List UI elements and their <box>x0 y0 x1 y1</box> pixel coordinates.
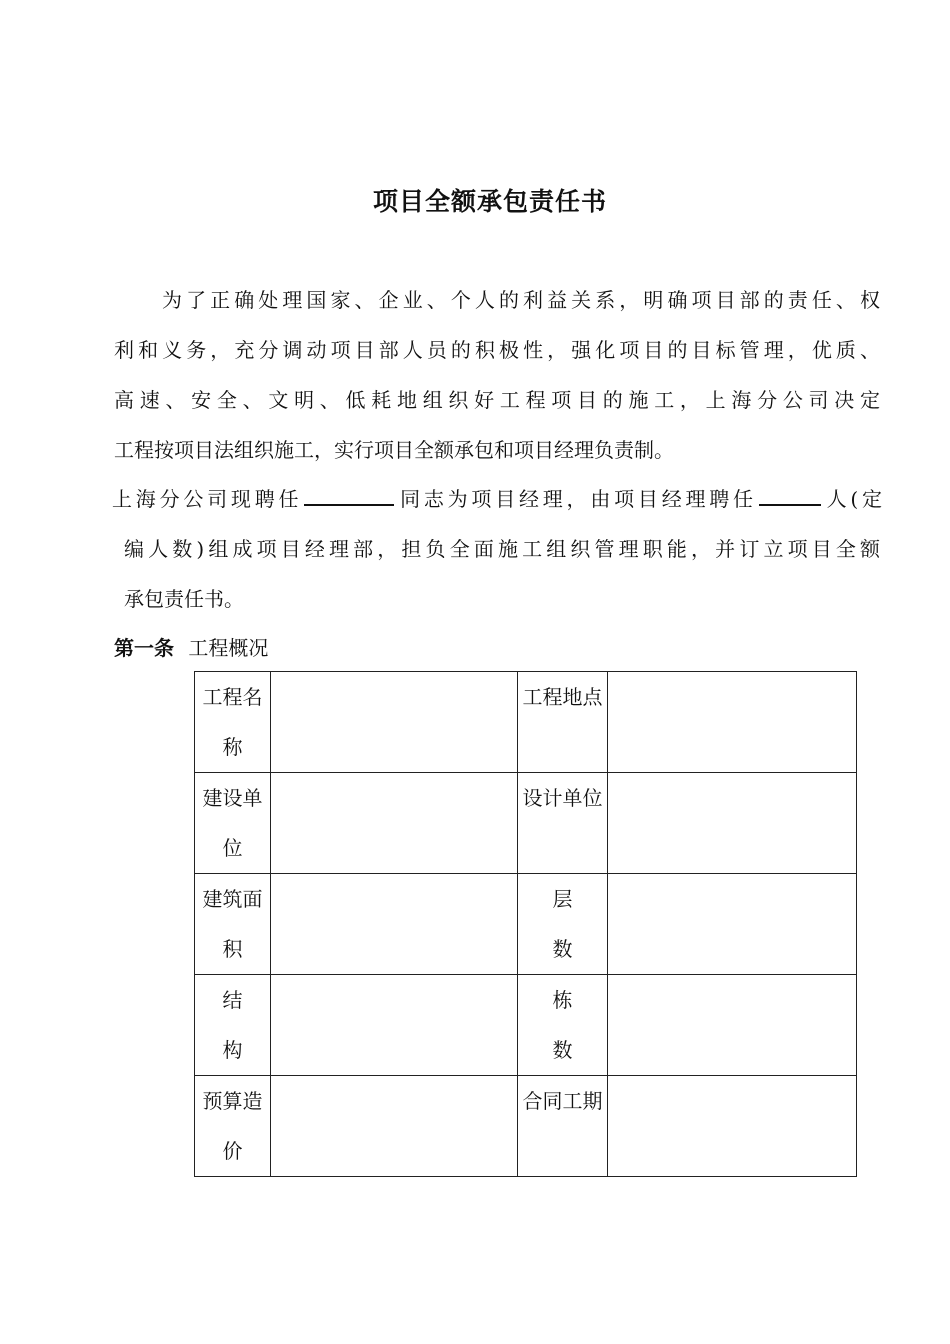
appointment-text-3: 人(定 <box>822 487 883 511</box>
structure-field[interactable] <box>271 975 518 1076</box>
table-row <box>195 672 857 773</box>
document-title: 项目全额承包责任书 <box>372 187 607 216</box>
label-cell <box>518 1076 608 1177</box>
table-row <box>195 874 857 975</box>
appointment-text-2: 同志为项目经理，由项目经理聘任 <box>396 487 757 511</box>
client-field[interactable] <box>271 773 518 874</box>
label-client: 建设单位 <box>202 786 263 860</box>
project-overview-table <box>194 671 857 1177</box>
appointment-line-2: 编人数)组成项目经理部，担负全面施工组织管理职能，并订立项目全额 <box>124 537 880 561</box>
buildings-field[interactable] <box>608 975 857 1076</box>
label-cell <box>195 975 271 1076</box>
label-cell <box>195 874 271 975</box>
appointment-text-1: 上海分公司现聘任 <box>112 487 303 511</box>
label-storeys: 层数 <box>552 887 573 961</box>
label-buildings: 栋数 <box>552 988 573 1062</box>
table-row <box>195 1076 857 1177</box>
label-cell <box>518 773 608 874</box>
label-budget: 预算造价 <box>202 1089 263 1163</box>
intro-line-2: 利和义务，充分调动项目部人员的积极性，强化项目的目标管理，优质、 <box>114 338 880 362</box>
appointment-line-3: 承包责任书。 <box>124 587 244 611</box>
intro-line-1: 为了正确处理国家、企业、个人的利益关系，明确项目部的责任、权 <box>162 288 880 312</box>
label-cell <box>195 773 271 874</box>
label-cell <box>518 975 608 1076</box>
label-floor-area: 建筑面积 <box>202 887 263 961</box>
section-1-title: 工程概况 <box>188 636 269 660</box>
table-row <box>195 975 857 1076</box>
staff-count-blank <box>759 503 821 506</box>
designer-field[interactable] <box>608 773 857 874</box>
label-contract-period: 合同工期 <box>522 1089 603 1113</box>
label-cell <box>518 672 608 773</box>
intro-line-4: 工程按项目法组织施工，实行项目全额承包和项目经理负责制。 <box>114 438 674 462</box>
manager-name-blank <box>304 503 394 506</box>
label-structure: 结构 <box>222 988 243 1062</box>
project-name-field[interactable] <box>271 672 518 773</box>
budget-field[interactable] <box>271 1076 518 1177</box>
appointment-line-1 <box>112 474 882 524</box>
label-cell <box>195 672 271 773</box>
intro-line-3: 高速、安全、文明、低耗地组织好工程项目的施工，上海分公司决定 <box>114 388 880 412</box>
table-row <box>195 773 857 874</box>
section-1-label: 第一条 <box>114 636 174 660</box>
project-location-field[interactable] <box>608 672 857 773</box>
label-project-location: 工程地点 <box>522 685 603 709</box>
floor-area-field[interactable] <box>271 874 518 975</box>
contract-period-field[interactable] <box>608 1076 857 1177</box>
label-designer: 设计单位 <box>522 786 603 810</box>
section-1-heading <box>114 632 268 661</box>
label-project-name: 工程名称 <box>202 685 263 759</box>
label-cell <box>195 1076 271 1177</box>
label-cell <box>518 874 608 975</box>
storeys-field[interactable] <box>608 874 857 975</box>
